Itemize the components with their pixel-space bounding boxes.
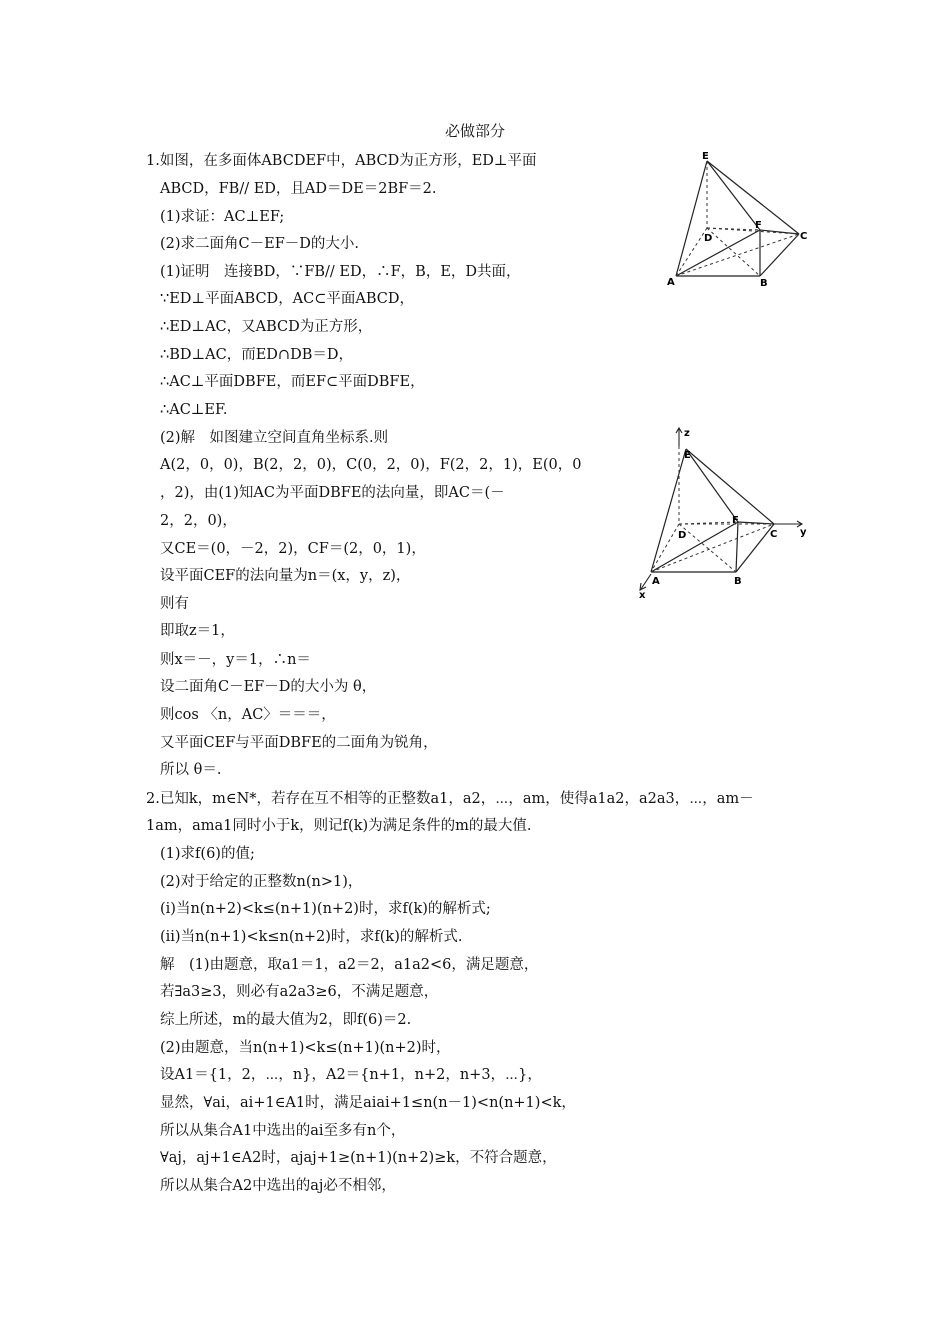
text-line: 又平面CEF与平面DBFE的二面角为锐角， — [160, 735, 438, 751]
label-A: A — [667, 277, 675, 288]
text-line: ∴BD⊥AC，而ED∩DB＝D， — [160, 347, 353, 363]
label-F: F — [755, 220, 762, 231]
text-line: 显然，∀ai，ai+1∈A1时，满足aiai+1≤n(n－1)<n(n+1)<k， — [160, 1095, 576, 1111]
text-line: ABCD，FB// ED，且AD＝DE＝2BF＝2. — [160, 181, 437, 197]
text-line: ，2)，由(1)知AC为平面DBFE的法向量，即AC＝(－ — [160, 485, 505, 501]
text-line: 设A1＝{1，2，⋯，n}，A2＝{n+1，n+2，n+3，⋯}， — [160, 1067, 542, 1083]
text-line: 2，2，0)， — [160, 513, 237, 529]
text-line: 解 (1)由题意，取a1＝1，a2＝2，a1a2<6，满足题意， — [160, 957, 539, 973]
label-C: C — [770, 529, 778, 540]
text-line: ∴AC⊥平面DBFE，而EF⊂平面DBFE， — [160, 374, 425, 390]
polyhedron-figure — [664, 148, 810, 290]
text-line: A(2，0，0)，B(2，2，0)，C(0，2，0)，F(2，2，1)，E(0，0 — [160, 457, 582, 473]
text-line: 若∃a3≥3，则必有a2a3≥6，不满足题意， — [160, 984, 439, 1000]
label-D: D — [678, 530, 687, 541]
label-F: F — [732, 515, 739, 526]
coordinate-figure — [634, 424, 810, 600]
label-E: E — [702, 151, 709, 162]
label-C: C — [800, 231, 808, 242]
axis-label-y: y — [800, 527, 807, 538]
text-line: 所以从集合A1中选出的ai至多有n个， — [160, 1123, 406, 1139]
text-line: (2)对于给定的正整数n(n>1)， — [160, 874, 363, 890]
text-line: 所以 θ＝. — [160, 762, 222, 778]
text-line: (ⅱ)当n(n+1)<k≤n(n+2)时，求f(k)的解析式. — [160, 929, 463, 945]
solid-edges — [676, 161, 799, 276]
axes — [640, 428, 802, 590]
text-line: (2)由题意，当n(n+1)<k≤(n+1)(n+2)时， — [160, 1040, 451, 1056]
text-line: 即取z＝1， — [160, 623, 235, 639]
label-B: B — [760, 278, 768, 289]
text-line: 设二面角C－EF－D的大小为 θ， — [160, 679, 377, 695]
label-E: E — [684, 450, 691, 461]
text-line: 则x＝－，y＝1，∴n＝ — [160, 652, 311, 668]
text-line: 又CE＝(0，－2，2)，CF＝(2，0，1)， — [160, 541, 426, 557]
text-line: (2)求二面角C－EF－D的大小. — [160, 236, 360, 252]
label-A: A — [652, 576, 660, 587]
text-line: 1.如图，在多面体ABCDEF中，ABCD为正方形，ED⊥平面 — [146, 153, 537, 169]
text-line: 2.已知k，m∈N*，若存在互不相等的正整数a1，a2，⋯，am，使得a1a2，a2a3，⋯，am－ — [146, 791, 754, 807]
text-line: (ⅰ)当n(n+2)<k≤(n+1)(n+2)时，求f(k)的解析式; — [160, 901, 491, 917]
text-line: 1am，ama1同时小于k，则记f(k)为满足条件的m的最大值. — [146, 818, 532, 834]
hidden-edges — [676, 161, 799, 276]
text-line: 综上所述，m的最大值为2，即f(6)＝2. — [160, 1012, 412, 1028]
text-line: 设平面CEF的法向量为n＝(x，y，z)， — [160, 568, 411, 584]
text-line: ∴AC⊥EF. — [160, 402, 228, 418]
text-line: ∵ED⊥平面ABCD，AC⊂平面ABCD， — [160, 291, 415, 307]
text-line: ∴ED⊥AC，又ABCD为正方形， — [160, 319, 373, 335]
text-line: 则cos 〈n，AC〉＝＝＝， — [160, 707, 336, 723]
text-line: (2)解 如图建立空间直角坐标系.则 — [160, 430, 389, 446]
axis-label-z: z — [684, 428, 690, 439]
label-B: B — [734, 576, 742, 587]
axis-label-x: x — [639, 590, 646, 600]
text-line: (1)证明 连接BD，∵FB// ED，∴F，B，E，D共面， — [160, 264, 521, 280]
text-line: 则有 — [160, 596, 189, 612]
text-line: ∀aj，aj+1∈A2时，ajaj+1≥(n+1)(n+2)≥k，不符合题意， — [160, 1150, 557, 1166]
section-title: 必做部分 — [444, 122, 505, 140]
text-line: (1)求证：AC⊥EF; — [160, 209, 285, 225]
label-D: D — [704, 233, 713, 244]
text-line: 所以从集合A2中选出的aj必不相邻， — [160, 1178, 396, 1194]
solid-edges — [651, 449, 774, 572]
text-line: (1)求f(6)的值; — [160, 846, 255, 862]
